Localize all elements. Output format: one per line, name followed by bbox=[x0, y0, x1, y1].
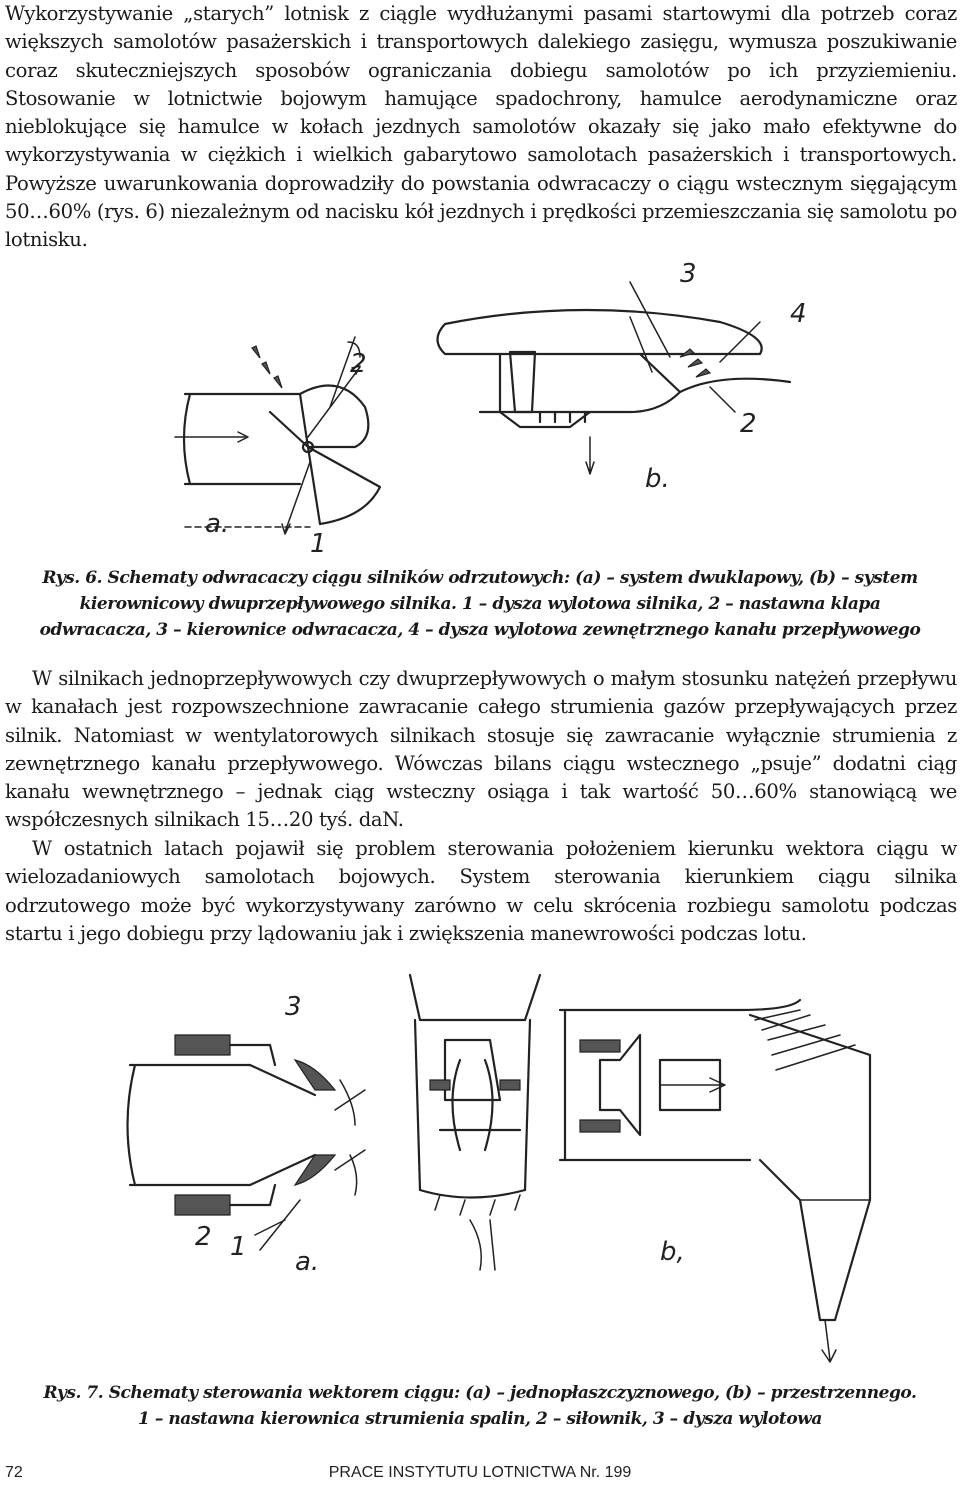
reverser-a-sketch bbox=[175, 337, 380, 559]
fig6-label-b: b. bbox=[645, 464, 670, 494]
paragraph-1: Wykorzystywanie „starych” lotnisk z ciągle wydłużanymi pasami startowymi dla potrzeb coraz większych samolotów pasażerskich i transportowych dalekiego zasięgu, wymusza poszukiwanie coraz skuteczniejszych sposobów ograniczania dobiegu samolotów po ich przyziemieniu. Stosowanie w lotnictwie bojowym hamujące spadochrony, hamulce aerodynamiczne oraz nieblokujące się hamulce w kołach jezdnych samolotów okazały się jako mało efektywne do wykorzystywania w ciężkich i wielkich gabarytowo samolotach pasażerskich i transportowych. Powyższe uwarunkowania doprowadziły do powstania odwracaczy o ciągu wstecznym sięgającym 50…60% (rys. 6) niezależnym od nacisku kół jezdnych i prędkości przemieszczania się samolotu po lotnisku. bbox=[5, 2, 957, 252]
reverser-b-sketch bbox=[438, 259, 807, 494]
figure-7-svg bbox=[100, 960, 880, 1380]
fig6-label-2a: 2 bbox=[350, 349, 367, 379]
vector-control-a-sketch bbox=[128, 992, 366, 1277]
fig7b-label-b: b, bbox=[660, 1237, 685, 1267]
figure-7-caption-line-2: 1 – nastawna kierownica strumienia spalin, 2 – siłownik, 3 – dysza wylotowa bbox=[138, 1409, 822, 1429]
figure-7-caption-line-1: Rys. 7. Schematy sterowania wektorem ciągu: (a) – jednopłaszczyznowego, (b) – przestrzennego. bbox=[43, 1383, 917, 1403]
journal-title: PRACE INSTYTUTU LOTNICTWA Nr. 199 bbox=[328, 1464, 632, 1481]
figure-6-caption-line-1: Rys. 6. Schematy odwracaczy ciągu silników odrzutowych: (a) – system dwuklapowy, (b) – system bbox=[42, 568, 918, 588]
figure-6-svg bbox=[160, 259, 807, 562]
figure-6-caption-line-2: kierownicowy dwuprzepływowego silnika. 1 – dysza wylotowa silnika, 2 – nastawna klapa bbox=[79, 594, 881, 614]
page-number: 72 bbox=[5, 1464, 23, 1481]
fig7a-label-1: 1 bbox=[230, 1232, 247, 1262]
figure-6-caption-line-3: odwracacza, 3 – kierownice odwracacza, 4 – dysza wylotowa zewnętrznego kanału przepływowego bbox=[39, 620, 921, 640]
paragraph-3: W ostatnich latach pojawił się problem sterowania położeniem kierunku wektora ciągu w wielozadaniowych samolotach bojowych. System sterowania kierunkiem ciągu silnika odrzutowego może być wykorzystywany zarówno w celu skrócenia rozbiegu samolotu podczas startu i jego dobiegu przy lądowaniu jak i zwiększenia manewrowości podczas lotu. bbox=[5, 837, 957, 945]
fig6-label-2b: 2 bbox=[740, 409, 757, 439]
vector-control-b-sketch bbox=[410, 975, 870, 1362]
fig6-label-3: 3 bbox=[680, 259, 697, 289]
figure-6-drawing bbox=[160, 259, 807, 562]
fig6-label-4: 4 bbox=[790, 299, 807, 329]
figure-7-drawing bbox=[100, 960, 880, 1380]
fig7a-label-2: 2 bbox=[195, 1222, 212, 1252]
fig7a-label-3: 3 bbox=[285, 992, 302, 1022]
fig6-label-1: 1 bbox=[310, 529, 327, 559]
fig7a-label-a: a. bbox=[295, 1247, 320, 1277]
fig6-label-a: a. bbox=[205, 509, 230, 539]
paragraph-2: W silnikach jednoprzepływowych czy dwuprzepływowych o małym stosunku natężeń przepływu w kanałach jest rozpowszechnione zawracanie całego strumienia gazów przepływających przez silnik. Natomiast w wentylatorowych silnikach stosuje się zawracanie wyłącznie strumienia z zewnętrznego kanału przepływowego. Wówczas bilans ciągu wstecznego „psuje” dodatni ciąg kanału wewnętrznego – jednak ciąg wsteczny osiąga i tak wartość 50…60% stanowiącą we współczesnych silnikach 15…20 tyś. daN. bbox=[5, 667, 957, 832]
